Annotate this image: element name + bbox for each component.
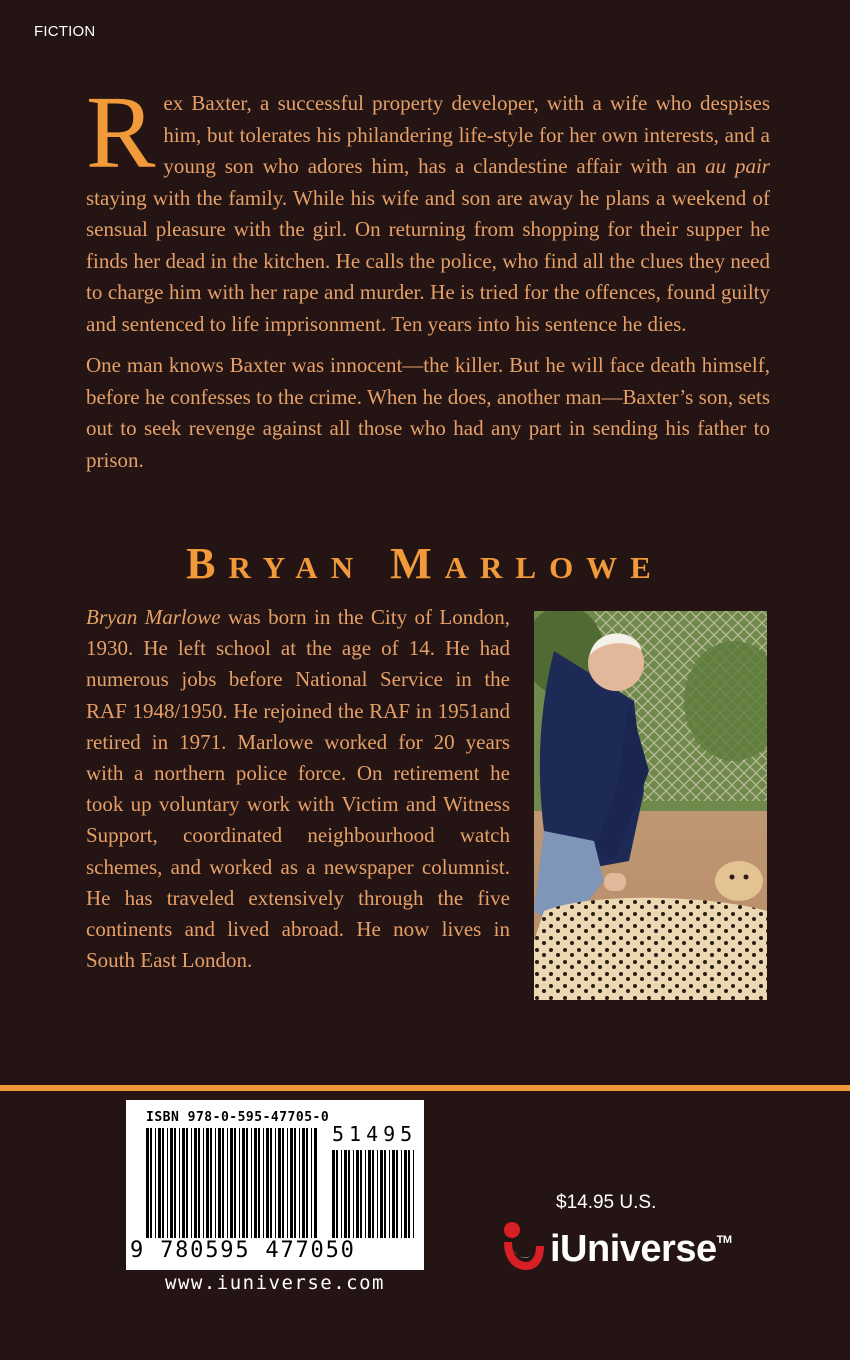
barcode-bar: [170, 1128, 173, 1238]
barcode-bar: [194, 1128, 197, 1238]
barcode-bar: [299, 1128, 300, 1238]
publisher-name-text: iUniverse: [550, 1228, 717, 1270]
barcode-bar: [206, 1128, 209, 1238]
barcode-bar: [353, 1150, 354, 1238]
barcode-bar: [344, 1150, 347, 1238]
barcode-bar: [242, 1128, 245, 1238]
barcode-bar: [404, 1150, 407, 1238]
barcode-bar: [384, 1150, 386, 1238]
iuniverse-logo-icon: [500, 1220, 546, 1276]
barcode-bar: [287, 1128, 288, 1238]
barcode-bar: [263, 1128, 264, 1238]
barcode-bar: [258, 1128, 260, 1238]
barcode-bar: [251, 1128, 252, 1238]
barcode-bar: [198, 1128, 200, 1238]
publisher-url[interactable]: www.iuniverse.com: [165, 1272, 385, 1294]
barcode-bar: [275, 1128, 276, 1238]
barcode-bar: [368, 1150, 371, 1238]
barcode-bar: [230, 1128, 233, 1238]
blurb-paragraph-2: One man knows Baxter was innocent—the killer. But he will face death himself, before he confesses to the crime. When he does, another man—Baxter’s son, sets out to seek revenge against all those who had any part in sending his father to prison.: [86, 353, 770, 472]
barcode-bar: [392, 1150, 395, 1238]
barcode-bar: [182, 1128, 185, 1238]
barcode-bar: [210, 1128, 212, 1238]
publisher-name: [550, 1228, 731, 1271]
barcode-bar: [332, 1150, 335, 1238]
barcode-bar: [302, 1128, 305, 1238]
author-name-heading: Bryan Marlowe: [186, 539, 664, 588]
price-label: $14.95 U.S.: [556, 1192, 657, 1213]
barcode-bar: [278, 1128, 281, 1238]
blurb-p1-italic: au pair: [705, 154, 770, 178]
barcode-bar: [227, 1128, 228, 1238]
genre-label: FICTION: [34, 23, 96, 40]
price-code-text: 51495: [332, 1122, 418, 1146]
barcode-bar: [341, 1150, 342, 1238]
barcode-bar: [150, 1128, 152, 1238]
trademark-symbol: TM: [716, 1234, 732, 1246]
barcode-bar: [266, 1128, 269, 1238]
barcode-bar: [360, 1150, 362, 1238]
author-bio-name: Bryan Marlowe: [86, 605, 221, 629]
barcode-bar: [408, 1150, 410, 1238]
author-photo: [534, 611, 767, 1000]
barcode-bar: [155, 1128, 156, 1238]
barcode-bar: [380, 1150, 383, 1238]
barcode-bar: [191, 1128, 192, 1238]
barcode-bar: [270, 1128, 272, 1238]
barcode-bar: [396, 1150, 398, 1238]
barcode-bar: [203, 1128, 204, 1238]
isbn-text: ISBN 978-0-595-47705-0: [146, 1110, 330, 1125]
blurb-paragraph-1: [86, 75, 770, 340]
barcode-bar: [179, 1128, 180, 1238]
barcode-bar: [413, 1150, 414, 1238]
barcode-bar: [401, 1150, 402, 1238]
barcode-bar: [336, 1150, 338, 1238]
barcode-bar: [377, 1150, 378, 1238]
barcode-bar: [365, 1150, 366, 1238]
barcode-bar: [356, 1150, 359, 1238]
barcode-bar: [306, 1128, 308, 1238]
barcode-bar: [218, 1128, 221, 1238]
barcode-bar: [254, 1128, 257, 1238]
barcode-bar: [348, 1150, 350, 1238]
barcode-bar: [234, 1128, 236, 1238]
barcode-bar: [314, 1128, 317, 1238]
blurb-p1-text-b: staying with the family. While his wife and son are away he plans a weekend of sensual pleasure with the girl. On returning from shopping for their supper he finds her dead in the kitchen. He calls the police, who find all the clues they need to charge him with her rape and murder. He is tried for the offences, found guilty and sentenced to life imprisonment. Ten years into his sentence he dies.: [86, 185, 770, 336]
blurb-p1-text-a: ex Baxter, a successful property developer, with a wife who despises him, but tolerates his philandering life-style for her own interests, and a young son who adores him, has a clandestine affair with an: [163, 91, 770, 178]
barcode-bar: [158, 1128, 161, 1238]
author-photo-illustration: [534, 611, 767, 1000]
barcode-bar: [311, 1128, 312, 1238]
barcode-bar: [167, 1128, 168, 1238]
barcode-bar: [282, 1128, 284, 1238]
barcode-bar: [246, 1128, 248, 1238]
barcode-bar: [222, 1128, 224, 1238]
barcode-bar: [215, 1128, 216, 1238]
barcode: [126, 1100, 424, 1270]
barcode-bar: [239, 1128, 240, 1238]
barcode-bar: [290, 1128, 293, 1238]
barcode-bar: [294, 1128, 296, 1238]
footer-divider: [0, 1085, 850, 1091]
blurb: [86, 75, 770, 486]
barcode-digits: 9 780595 477050: [130, 1238, 356, 1263]
barcode-bar: [186, 1128, 188, 1238]
barcode-bar: [174, 1128, 176, 1238]
drop-cap: R: [86, 75, 156, 190]
barcode-bar: [146, 1128, 149, 1238]
barcode-bar: [389, 1150, 390, 1238]
author-bio-text: was born in the City of London, 1930. He left school at the age of 14. He had numerous jobs before National Service in the RAF 1948/1950. He rejoined the RAF in 1951and retired in 1971. Marlowe worked for 20 years with a northern police force. On retirement he took up voluntary work with Victim and Witness Support, coordinated neighbourhood watch schemes, and worked as a newspaper columnist. He has traveled extensively through the five continents and lived abroad. He now lives in South East London.: [86, 605, 511, 973]
author-bio: [86, 602, 510, 976]
barcode-bar: [372, 1150, 374, 1238]
barcode-bar: [162, 1128, 164, 1238]
